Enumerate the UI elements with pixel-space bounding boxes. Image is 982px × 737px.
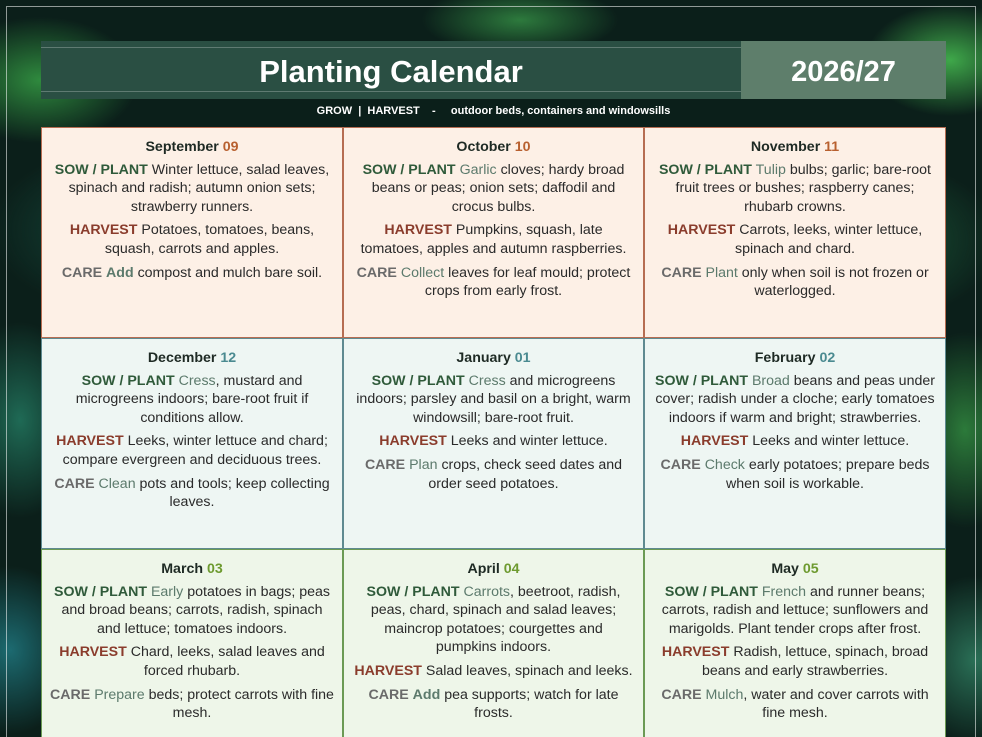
month-heading [653, 138, 937, 157]
care-label: CARE [364, 456, 406, 473]
care-rest: crops, check seed dates and order seed potatoes. [428, 456, 623, 492]
care-rest: , water and cover carrots with fine mesh. [743, 686, 929, 722]
care-text [50, 686, 334, 723]
sow-first-word: Cress [178, 372, 216, 389]
month-heading [50, 560, 334, 579]
care-rest: only when soil is not frozen or waterlogged. [737, 264, 929, 300]
month-heading [50, 138, 334, 157]
month-cell-april [343, 549, 644, 737]
calendar-header [41, 41, 946, 99]
month-number: 09 [222, 139, 239, 155]
sow-label: SOW / PLANT [371, 372, 465, 389]
month-number: 02 [819, 350, 836, 366]
month-name: April [467, 561, 500, 577]
sow-plant-text [653, 583, 937, 639]
harvest-label: HARVEST [384, 222, 452, 239]
month-number: 04 [503, 561, 520, 577]
sow-plant-text [50, 583, 334, 639]
harvest-text [653, 432, 937, 451]
year-label: 2026/27 [791, 55, 896, 88]
month-cell-september [41, 127, 343, 338]
page-title: Planting Calendar [259, 54, 523, 89]
sow-rest: and microgreens indoors; parsley and basil on a bright, warm windowsill; bare-root fruit. [356, 372, 631, 426]
harvest-label: HARVEST [680, 433, 749, 450]
care-first-word: Clean [98, 475, 136, 492]
month-number: 05 [802, 561, 819, 577]
month-cell-january [343, 338, 644, 549]
care-first-word: Prepare [94, 686, 145, 703]
care-text [50, 264, 334, 283]
month-cell-may [644, 549, 946, 737]
care-label: CARE [660, 456, 701, 473]
care-rest: leaves for leaf mould; protect crops from early frost. [424, 264, 631, 300]
harvest-rest: Carrots, leeks, winter lettuce, spinach and chard. [735, 222, 923, 257]
sow-plant-text [653, 161, 937, 217]
care-text [653, 686, 937, 723]
sow-plant-text [653, 372, 937, 428]
subtitle: GROW | HARVEST - outdoor beds, containers and windowsills [316, 105, 671, 117]
title-band-rule-top [41, 47, 741, 48]
care-first-word: Add [412, 686, 441, 703]
harvest-text [352, 662, 635, 681]
care-first-word: Plant [705, 264, 738, 281]
sow-first-word: Carrots [463, 583, 511, 600]
care-text [352, 686, 635, 723]
harvest-label: HARVEST [379, 433, 447, 450]
care-label: CARE [54, 475, 95, 492]
month-name: November [750, 139, 821, 155]
sow-rest: bulbs; garlic; bare-root fruit trees or bushes; raspberry canes; rhubarb crowns. [675, 161, 932, 215]
care-text [352, 264, 635, 301]
month-heading [352, 138, 635, 157]
harvest-text [653, 221, 937, 258]
care-label: CARE [356, 264, 397, 281]
care-rest: compost and mulch bare soil. [133, 264, 323, 281]
sow-label: SOW / PLANT [366, 583, 460, 600]
month-cell-february [644, 338, 946, 549]
harvest-text [352, 221, 635, 258]
harvest-label: HARVEST [661, 644, 730, 661]
care-label: CARE [61, 264, 103, 281]
harvest-rest: Leeks and winter lettuce. [752, 433, 910, 450]
care-rest: pots and tools; keep collecting leaves. [135, 475, 330, 511]
month-name: September [145, 139, 219, 155]
sow-plant-text [352, 372, 635, 428]
month-cell-october [343, 127, 644, 338]
month-number: 01 [514, 350, 531, 366]
month-heading [352, 560, 635, 579]
sow-first-word: French [761, 583, 806, 600]
care-text [653, 456, 937, 493]
care-text [653, 264, 937, 301]
harvest-rest: Leeks and winter lettuce. [450, 433, 608, 450]
month-cell-november [644, 127, 946, 338]
month-name: October [456, 139, 511, 155]
month-cell-march [41, 549, 343, 737]
care-text [352, 456, 635, 493]
sow-label: SOW / PLANT [362, 161, 456, 178]
care-label: CARE [50, 686, 91, 703]
care-text [50, 475, 334, 512]
care-rest: beds; protect carrots with fine mesh. [144, 686, 334, 722]
harvest-rest: Leeks, winter lettuce and chard; compare evergreen and deciduous trees. [62, 433, 328, 468]
sow-first-word: Cress [468, 372, 506, 389]
harvest-text [50, 221, 334, 258]
sow-rest: , mustard and microgreens indoors; bare-root fruit if conditions allow. [75, 372, 309, 426]
month-name: December [147, 350, 217, 366]
sow-rest: , beetroot, radish, peas, chard, spinach and salad leaves; maincrop potatoes; courgettes and pumpkins indoors. [370, 583, 621, 656]
care-first-word: Check [704, 456, 745, 473]
harvest-label: HARVEST [56, 433, 124, 450]
sow-rest: potatoes in bags; peas and broad beans; carrots, radish, spinach and lettuce; tomatoes indoors. [61, 583, 330, 637]
month-name: March [161, 561, 204, 577]
year-band [741, 41, 946, 99]
harvest-text [50, 432, 334, 469]
month-grid [41, 127, 946, 737]
care-first-word: Add [106, 264, 134, 281]
month-cell-december [41, 338, 343, 549]
month-heading [653, 560, 937, 579]
month-number: 11 [824, 139, 840, 155]
month-heading [352, 349, 635, 368]
harvest-text [653, 643, 937, 680]
care-first-word: Mulch [705, 686, 744, 703]
sow-rest: and runner beans; carrots, radish and lettuce; sunflowers and marigolds. Plant tender crops after frost. [661, 583, 929, 637]
harvest-label: HARVEST [69, 222, 138, 239]
care-rest: pea supports; watch for late frosts. [440, 686, 619, 722]
sow-label: SOW / PLANT [81, 372, 175, 389]
month-heading [653, 349, 937, 368]
title-band [41, 41, 741, 99]
sow-first-word: Garlic [459, 161, 497, 178]
month-name: May [771, 561, 799, 577]
month-number: 10 [514, 139, 531, 155]
sow-rest: Winter lettuce, salad leaves, spinach and radish; autumn onion sets; strawberry runners. [68, 161, 330, 215]
harvest-rest: Radish, lettuce, spinach, broad beans and early strawberries. [701, 644, 929, 679]
sow-label: SOW / PLANT [655, 372, 749, 389]
month-name: February [754, 350, 816, 366]
care-first-word: Collect [400, 264, 445, 281]
sow-first-word: Tulip [755, 161, 786, 178]
month-number: 03 [206, 561, 223, 577]
month-number: 12 [220, 350, 237, 366]
sow-first-word: Broad [751, 372, 790, 389]
harvest-rest: Salad leaves, spinach and leeks. [425, 662, 633, 679]
sow-plant-text [50, 372, 334, 428]
title-band-rule-bottom [41, 91, 741, 92]
sow-label: SOW / PLANT [54, 161, 148, 178]
harvest-rest: Pumpkins, squash, late tomatoes, apples and autumn raspberries. [360, 222, 627, 257]
month-name: January [456, 350, 511, 366]
sow-label: SOW / PLANT [53, 583, 147, 600]
sow-rest: beans and peas under cover; radish under a cloche; early tomatoes indoors if warm and bright; strawberries. [655, 372, 935, 426]
harvest-rest: Chard, leeks, salad leaves and forced rhubarb. [130, 644, 325, 679]
harvest-text [352, 432, 635, 451]
harvest-label: HARVEST [667, 222, 736, 239]
care-label: CARE [661, 686, 702, 703]
harvest-rest: Potatoes, tomatoes, beans, squash, carrots and apples. [104, 222, 315, 257]
care-label: CARE [661, 264, 702, 281]
sow-label: SOW / PLANT [664, 583, 758, 600]
month-heading [50, 349, 334, 368]
harvest-label: HARVEST [59, 644, 127, 661]
sow-first-word: Early [150, 583, 184, 600]
care-label: CARE [368, 686, 409, 703]
sow-rest: cloves; hardy broad beans or peas; onion sets; daffodil and crocus bulbs. [371, 161, 625, 215]
sow-label: SOW / PLANT [658, 161, 752, 178]
care-rest: early potatoes; prepare beds when soil is workable. [726, 456, 930, 492]
sow-plant-text [352, 583, 635, 657]
sow-plant-text [50, 161, 334, 217]
sow-plant-text [352, 161, 635, 217]
harvest-label: HARVEST [354, 662, 422, 679]
harvest-text [50, 643, 334, 680]
care-first-word: Plan [409, 456, 438, 473]
